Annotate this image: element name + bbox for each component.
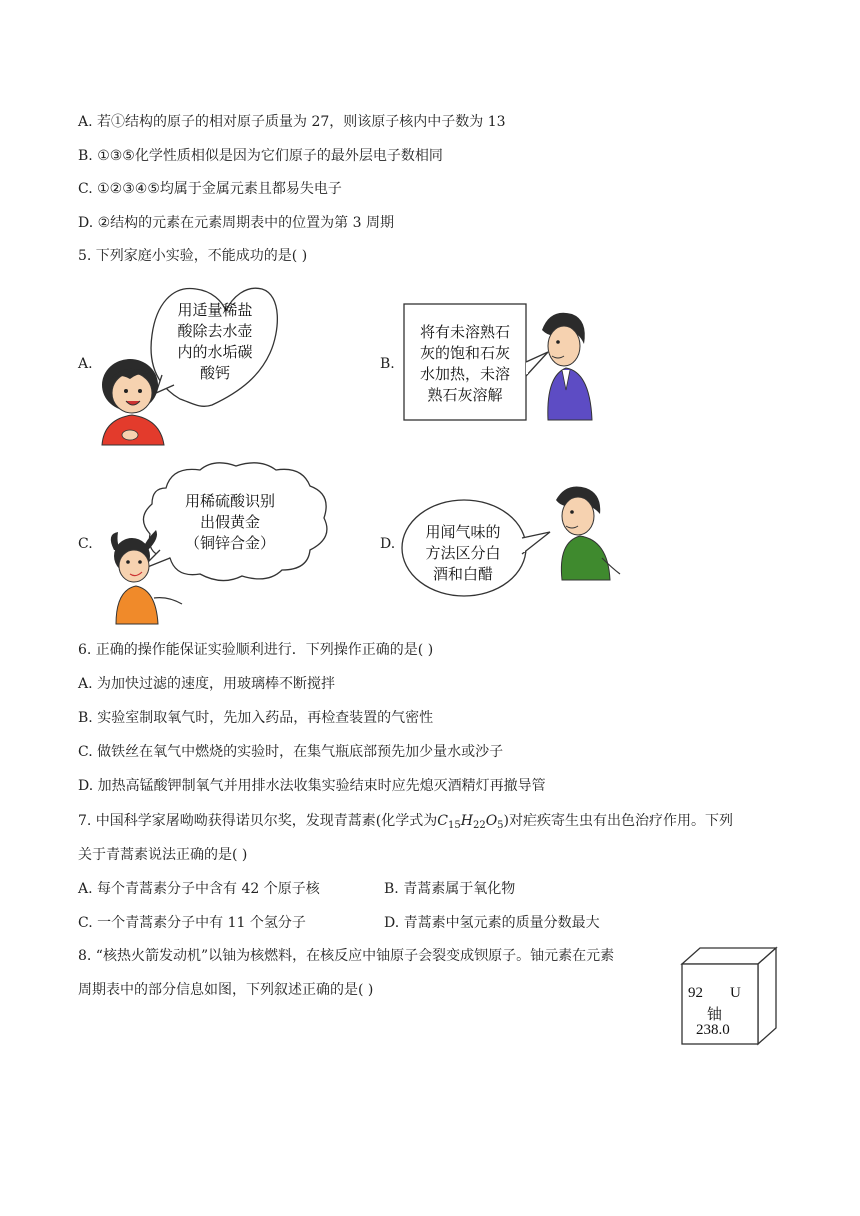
- q4-option-b: B. ①③⑤化学性质相似是因为它们原子的最外层电子数相同: [78, 148, 443, 164]
- q7-option-b: B. 青蒿素属于氧化物: [384, 881, 516, 897]
- q7-sub-c: 15: [448, 820, 461, 831]
- q7-stem-pre: 7. 中国科学家屠呦呦获得诺贝尔奖，发现青蒿素(化学式为: [78, 813, 438, 829]
- q5-bubble-text-a: 用适量稀盐 酸除去水壶 内的水垢碳 酸钙: [177, 301, 253, 382]
- q7-option-d: D. 青蒿素中氢元素的质量分数最大: [384, 915, 600, 931]
- q7-option-c: C. 一个青蒿素分子中有 11 个氢分子: [78, 915, 306, 931]
- q7-formula-h: H: [460, 813, 473, 829]
- q5-label-c: C.: [78, 536, 93, 552]
- q8-stem-line1: 8. “核热火箭发动机”以铀为核燃料，在核反应中铀原子会裂变成钡原子。铀元素在元素: [78, 948, 615, 964]
- q6-option-c: C. 做铁丝在氧气中燃烧的实验时，在集气瓶底部预先加少量水或沙子: [78, 744, 504, 760]
- q7-formula-c: C: [437, 813, 448, 829]
- q7-sub-o: 5: [497, 820, 504, 831]
- q8-stem-line2: 周期表中的部分信息如图，下列叙述正确的是( ): [78, 982, 374, 998]
- q7-formula-o: O: [485, 813, 498, 829]
- q4-option-a: A. 若①结构的原子的相对原子质量为 27，则该原子核内中子数为 13: [78, 114, 506, 130]
- element-symbol: U: [730, 985, 741, 1001]
- q5-label-d: D.: [380, 536, 396, 552]
- q6-stem: 6. 正确的操作能保证实验顺利进行．下列操作正确的是( ): [78, 642, 434, 658]
- q6-option-d: D. 加热高锰酸钾制氧气并用排水法收集实验结束时应先熄灭酒精灯再撤导管: [78, 778, 546, 794]
- q6-option-b: B. 实验室制取氧气时，先加入药品，再检查装置的气密性: [78, 710, 434, 726]
- q7-option-a: A. 每个青蒿素分子中含有 42 个原子核: [78, 881, 320, 897]
- q5-bubble-text-d: 用闻气味的 方法区分白 酒和白醋: [425, 523, 501, 583]
- q5-label-a: A.: [78, 356, 93, 372]
- q4-option-d: D. ②结构的元素在元素周期表中的位置为第 3 周期: [78, 215, 394, 231]
- element-atomic-mass: 238.0: [696, 1022, 730, 1038]
- q7-stem-post: )对疟疾寄生虫有出色治疗作用。下列: [503, 813, 734, 829]
- q7-sub-h: 22: [472, 820, 486, 831]
- q5-stem: 5. 下列家庭小实验，不能成功的是( ): [78, 248, 308, 264]
- element-atomic-number: 92: [688, 985, 703, 1001]
- q5-bubble-text-c: 用稀硫酸识别 出假黄金 （铜锌合金）: [184, 492, 275, 552]
- q7-stem-line1: [78, 811, 733, 836]
- q4-option-c: C. ①②③④⑤均属于金属元素且都易失电子: [78, 181, 342, 197]
- q7-stem-line2: 关于青蒿素说法正确的是( ): [78, 847, 248, 863]
- q5-label-b: B.: [380, 356, 395, 372]
- q5-bubble-text-b: 将有未溶熟石 灰的饱和石灰 水加热，未溶 熟石灰溶解: [419, 323, 510, 404]
- element-name: 铀: [707, 1007, 723, 1023]
- q6-option-a: A. 为加快过滤的速度，用玻璃棒不断搅拌: [78, 676, 336, 692]
